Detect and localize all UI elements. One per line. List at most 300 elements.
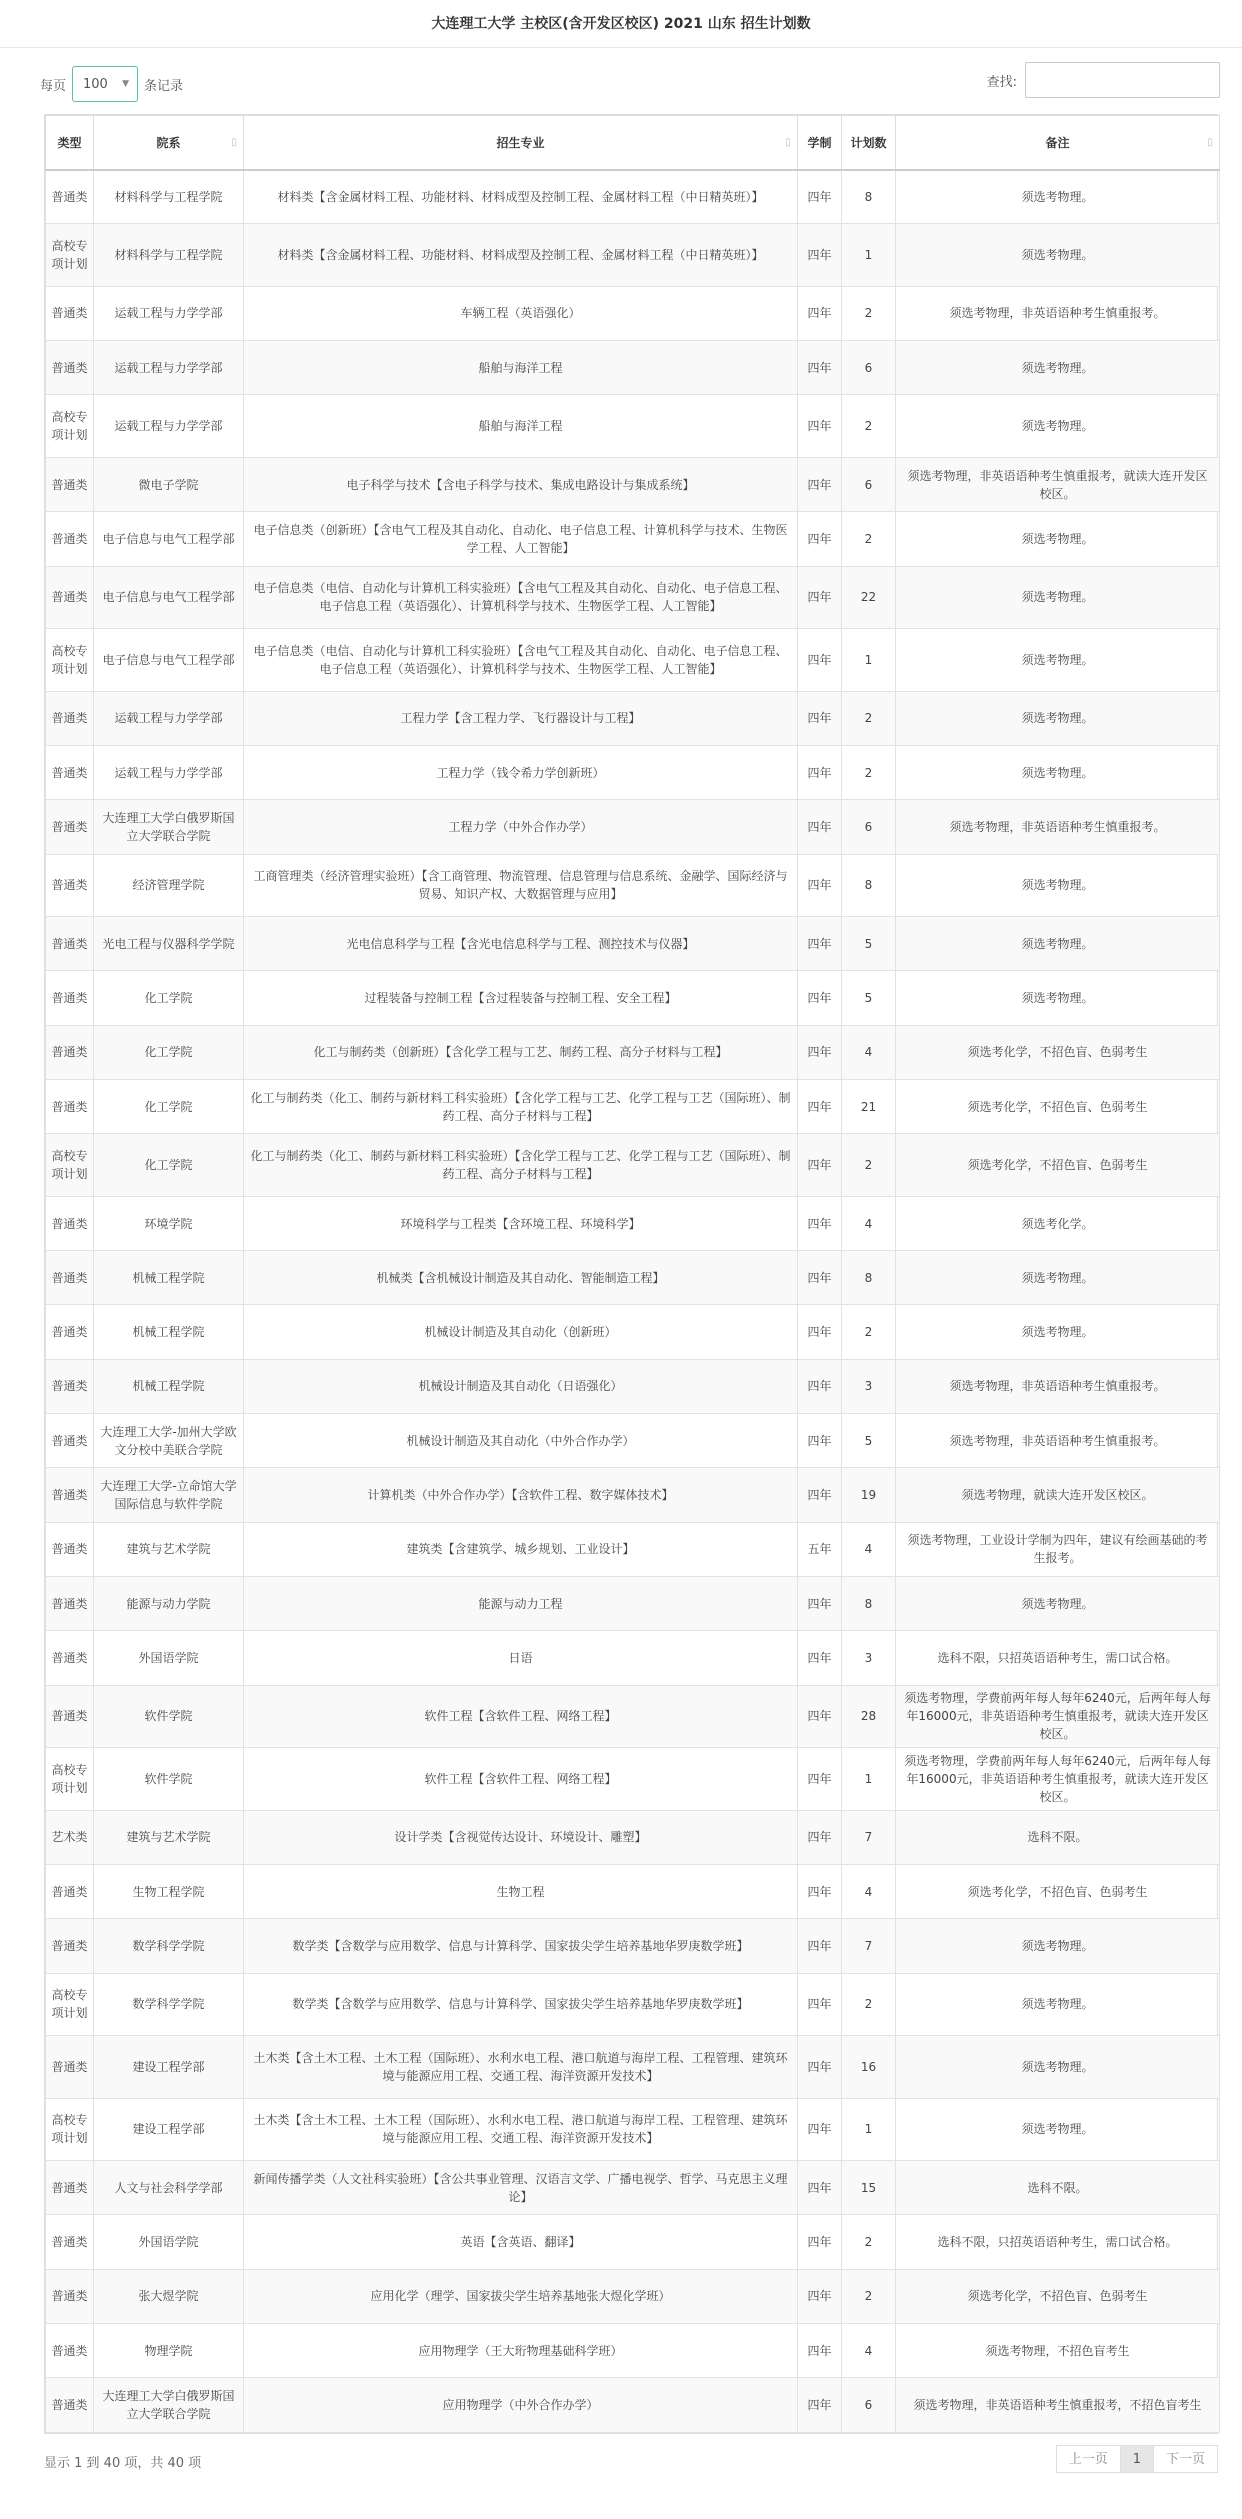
cell-duration: 四年 <box>798 286 842 340</box>
cell-plan-count: 2 <box>842 691 896 745</box>
cell-remarks: 选科不限。 <box>896 1810 1220 1864</box>
cell-duration: 四年 <box>798 1468 842 1522</box>
cell-major: 应用化学（理学、国家拔尖学生培养基地张大煜化学班） <box>244 2269 798 2323</box>
cell-remarks: 须选考物理。 <box>896 745 1220 799</box>
cell-duration: 四年 <box>798 971 842 1025</box>
cell-department: 运载工程与力学学部 <box>94 395 244 458</box>
cell-plan-count: 4 <box>842 1522 896 1576</box>
cell-type: 高校专项计划 <box>46 1973 94 2036</box>
cell-plan-count: 2 <box>842 745 896 799</box>
cell-major: 机械设计制造及其自动化（中外合作办学） <box>244 1414 798 1468</box>
cell-plan-count: 7 <box>842 1919 896 1973</box>
cell-plan-count: 7 <box>842 1810 896 1864</box>
cell-plan-count: 8 <box>842 170 896 224</box>
cell-major: 电子信息类（电信、自动化与计算机工科实验班）【含电气工程及其自动化、自动化、电子信息工程、电子信息工程（英语强化）、计算机科学与技术、生物医学工程、人工智能】 <box>244 566 798 629</box>
cell-remarks: 选科不限，只招英语语种考生，需口试合格。 <box>896 2215 1220 2269</box>
cell-remarks: 须选考物理。 <box>896 224 1220 287</box>
cell-plan-count: 8 <box>842 1577 896 1631</box>
cell-type: 普通类 <box>46 1522 94 1576</box>
cell-duration: 四年 <box>798 1080 842 1134</box>
cell-remarks: 选科不限，只招英语语种考生，需口试合格。 <box>896 1631 1220 1685</box>
cell-department: 电子信息与电气工程学部 <box>94 512 244 566</box>
cell-major: 英语【含英语、翻译】 <box>244 2215 798 2269</box>
cell-department: 经济管理学院 <box>94 854 244 917</box>
cell-remarks: 须选考物理。 <box>896 2098 1220 2161</box>
cell-plan-count: 6 <box>842 457 896 511</box>
cell-plan-count: 6 <box>842 800 896 854</box>
cell-duration: 四年 <box>798 341 842 395</box>
cell-department: 化工学院 <box>94 1080 244 1134</box>
table-controls <box>40 60 1220 100</box>
cell-department: 机械工程学院 <box>94 1359 244 1413</box>
cell-remarks: 须选考物理，非英语语种考生慎重报考，不招色盲考生 <box>896 2378 1220 2433</box>
table-header-row <box>46 116 1220 170</box>
cell-department: 人文与社会科学学部 <box>94 2161 244 2215</box>
cell-department: 大连理工大学白俄罗斯国立大学联合学院 <box>94 2378 244 2433</box>
table-row <box>46 224 1220 287</box>
cell-duration: 五年 <box>798 1522 842 1576</box>
column-header-duration[interactable]: 学制 <box>798 116 842 170</box>
cell-major: 材料类【含金属材料工程、功能材料、材料成型及控制工程、金属材料工程（中日精英班）】 <box>244 170 798 224</box>
cell-department: 外国语学院 <box>94 1631 244 1685</box>
cell-duration: 四年 <box>798 1359 842 1413</box>
table-row <box>46 2036 1220 2099</box>
table-row <box>46 286 1220 340</box>
cell-remarks: 须选考化学，不招色盲、色弱考生 <box>896 1025 1220 1079</box>
search-input[interactable] <box>1025 62 1220 98</box>
cell-plan-count: 1 <box>842 224 896 287</box>
cell-type: 普通类 <box>46 1025 94 1079</box>
cell-duration: 四年 <box>798 1025 842 1079</box>
table-info: 显示 1 到 40 项，共 40 项 <box>44 2456 202 2471</box>
cell-department: 生物工程学院 <box>94 1865 244 1919</box>
cell-duration: 四年 <box>798 1631 842 1685</box>
cell-major: 机械设计制造及其自动化（创新班） <box>244 1305 798 1359</box>
search-label: 查找: <box>986 74 1017 90</box>
cell-major: 电子科学与技术【含电子科学与技术、集成电路设计与集成系统】 <box>244 457 798 511</box>
cell-remarks: 须选考物理，学费前两年每人每年6240元，后两年每人每年16000元，非英语语种考生慎重报考，就读大连开发区校区。 <box>896 1748 1220 1811</box>
cell-duration: 四年 <box>798 1134 842 1197</box>
page-length-suffix: 条记录 <box>144 78 184 94</box>
cell-duration: 四年 <box>798 854 842 917</box>
cell-major: 光电信息科学与工程【含光电信息科学与工程、测控技术与仪器】 <box>244 917 798 971</box>
cell-department: 外国语学院 <box>94 2215 244 2269</box>
cell-department: 建筑与艺术学院 <box>94 1522 244 1576</box>
table-row <box>46 566 1220 629</box>
table-row <box>46 1865 1220 1919</box>
table-row <box>46 2215 1220 2269</box>
cell-remarks: 须选考物理。 <box>896 629 1220 692</box>
cell-remarks: 须选考物理。 <box>896 1973 1220 2036</box>
page-length-control <box>40 66 183 102</box>
cell-plan-count: 2 <box>842 395 896 458</box>
cell-department: 大连理工大学-加州大学欧文分校中美联合学院 <box>94 1414 244 1468</box>
cell-duration: 四年 <box>798 2215 842 2269</box>
sort-icon: ▯ <box>1207 137 1213 148</box>
cell-remarks: 须选考物理。 <box>896 1305 1220 1359</box>
cell-major: 电子信息类（创新班）【含电气工程及其自动化、自动化、电子信息工程、计算机科学与技术、生物医学工程、人工智能】 <box>244 512 798 566</box>
cell-major: 机械类【含机械设计制造及其自动化、智能制造工程】 <box>244 1251 798 1305</box>
cell-type: 普通类 <box>46 2036 94 2099</box>
cell-duration: 四年 <box>798 2161 842 2215</box>
cell-major: 软件工程【含软件工程、网络工程】 <box>244 1748 798 1811</box>
cell-remarks: 须选考物理，不招色盲考生 <box>896 2324 1220 2378</box>
cell-major: 工程力学【含工程力学、飞行器设计与工程】 <box>244 691 798 745</box>
cell-department: 材料科学与工程学院 <box>94 224 244 287</box>
cell-duration: 四年 <box>798 566 842 629</box>
cell-duration: 四年 <box>798 800 842 854</box>
cell-remarks: 须选考物理，非英语语种考生慎重报考。 <box>896 286 1220 340</box>
cell-plan-count: 4 <box>842 2324 896 2378</box>
cell-department: 运载工程与力学学部 <box>94 341 244 395</box>
table-row <box>46 1414 1220 1468</box>
cell-plan-count: 28 <box>842 1685 896 1748</box>
column-header-type[interactable]: 类型 <box>46 116 94 170</box>
cell-plan-count: 8 <box>842 854 896 917</box>
column-header-department[interactable]: 院系 ▯ <box>94 116 244 170</box>
cell-department: 运载工程与力学学部 <box>94 745 244 799</box>
cell-major: 能源与动力工程 <box>244 1577 798 1631</box>
cell-department: 机械工程学院 <box>94 1305 244 1359</box>
cell-duration: 四年 <box>798 170 842 224</box>
cell-major: 船舶与海洋工程 <box>244 395 798 458</box>
cell-duration: 四年 <box>798 745 842 799</box>
cell-remarks: 须选考物理，非英语语种考生慎重报考。 <box>896 1359 1220 1413</box>
cell-plan-count: 2 <box>842 512 896 566</box>
cell-type: 普通类 <box>46 1196 94 1250</box>
cell-major: 应用物理学（王大珩物理基础科学班） <box>244 2324 798 2378</box>
cell-duration: 四年 <box>798 512 842 566</box>
cell-plan-count: 15 <box>842 2161 896 2215</box>
page-length-prefix: 每页 <box>40 78 67 94</box>
cell-remarks: 须选考物理。 <box>896 691 1220 745</box>
cell-department: 建设工程学部 <box>94 2036 244 2099</box>
cell-major: 化工与制药类（创新班）【含化学工程与工艺、制药工程、高分子材料与工程】 <box>244 1025 798 1079</box>
cell-type: 普通类 <box>46 566 94 629</box>
column-header-major[interactable]: 招生专业 ▯ <box>244 116 798 170</box>
table-row <box>46 395 1220 458</box>
cell-duration: 四年 <box>798 2269 842 2323</box>
cell-plan-count: 4 <box>842 1196 896 1250</box>
table-row <box>46 2378 1220 2433</box>
cell-type: 普通类 <box>46 1251 94 1305</box>
cell-type: 普通类 <box>46 2324 94 2378</box>
cell-type: 普通类 <box>46 1305 94 1359</box>
cell-duration: 四年 <box>798 1748 842 1811</box>
plan-table <box>45 115 1220 2433</box>
cell-department: 大连理工大学白俄罗斯国立大学联合学院 <box>94 800 244 854</box>
cell-type: 普通类 <box>46 1631 94 1685</box>
cell-remarks: 须选考化学，不招色盲、色弱考生 <box>896 1134 1220 1197</box>
cell-remarks: 选科不限。 <box>896 2161 1220 2215</box>
cell-type: 艺术类 <box>46 1810 94 1864</box>
table-row <box>46 1025 1220 1079</box>
cell-major: 化工与制药类（化工、制药与新材料工科实验班）【含化学工程与工艺、化学工程与工艺（国际班）、制药工程、高分子材料与工程】 <box>244 1134 798 1197</box>
table-row <box>46 1468 1220 1522</box>
cell-major: 应用物理学（中外合作办学） <box>244 2378 798 2433</box>
cell-duration: 四年 <box>798 1685 842 1748</box>
cell-duration: 四年 <box>798 457 842 511</box>
table-row <box>46 800 1220 854</box>
plan-table-wrapper <box>44 114 1218 2434</box>
cell-duration: 四年 <box>798 1973 842 2036</box>
sort-icon: ▯ <box>231 137 237 148</box>
cell-type: 普通类 <box>46 1080 94 1134</box>
cell-major: 工程力学（钱令希力学创新班） <box>244 745 798 799</box>
table-row <box>46 1522 1220 1576</box>
cell-duration: 四年 <box>798 1251 842 1305</box>
table-row <box>46 1359 1220 1413</box>
cell-duration: 四年 <box>798 629 842 692</box>
table-row <box>46 1973 1220 2036</box>
table-row <box>46 2324 1220 2378</box>
cell-plan-count: 3 <box>842 1631 896 1685</box>
cell-department: 软件学院 <box>94 1748 244 1811</box>
cell-remarks: 须选考物理，非英语语种考生慎重报考。 <box>896 1414 1220 1468</box>
column-header-plan-count[interactable]: 计划数 <box>842 116 896 170</box>
current-page-button[interactable]: 1 <box>1120 2445 1154 2473</box>
cell-remarks: 须选考物理，学费前两年每人每年6240元，后两年每人每年16000元，非英语语种考生慎重报考，就读大连开发区校区。 <box>896 1685 1220 1748</box>
cell-remarks: 须选考物理。 <box>896 1919 1220 1973</box>
cell-remarks: 须选考化学，不招色盲、色弱考生 <box>896 1080 1220 1134</box>
cell-department: 机械工程学院 <box>94 1251 244 1305</box>
table-row <box>46 2269 1220 2323</box>
search-control <box>987 62 1220 98</box>
cell-major: 日语 <box>244 1631 798 1685</box>
cell-plan-count: 2 <box>842 1305 896 1359</box>
cell-type: 普通类 <box>46 170 94 224</box>
cell-remarks: 须选考物理。 <box>896 1251 1220 1305</box>
chevron-down-icon: ▼ <box>122 79 130 89</box>
table-row <box>46 512 1220 566</box>
cell-remarks: 须选考物理，工业设计学制为四年，建议有绘画基础的考生报考。 <box>896 1522 1220 1576</box>
table-row <box>46 1748 1220 1811</box>
cell-remarks: 须选考化学，不招色盲、色弱考生 <box>896 2269 1220 2323</box>
cell-type: 普通类 <box>46 1577 94 1631</box>
cell-department: 建设工程学部 <box>94 2098 244 2161</box>
cell-type: 普通类 <box>46 1414 94 1468</box>
cell-department: 化工学院 <box>94 971 244 1025</box>
cell-plan-count: 22 <box>842 566 896 629</box>
cell-type: 普通类 <box>46 800 94 854</box>
table-row <box>46 1631 1220 1685</box>
cell-plan-count: 2 <box>842 286 896 340</box>
cell-remarks: 须选考物理。 <box>896 395 1220 458</box>
cell-department: 环境学院 <box>94 1196 244 1250</box>
cell-department: 微电子学院 <box>94 457 244 511</box>
cell-major: 建筑类【含建筑学、城乡规划、工业设计】 <box>244 1522 798 1576</box>
cell-type: 普通类 <box>46 917 94 971</box>
cell-plan-count: 21 <box>842 1080 896 1134</box>
cell-type: 普通类 <box>46 1919 94 1973</box>
table-row <box>46 1305 1220 1359</box>
cell-type: 高校专项计划 <box>46 395 94 458</box>
cell-type: 普通类 <box>46 512 94 566</box>
cell-remarks: 须选考物理。 <box>896 170 1220 224</box>
cell-type: 普通类 <box>46 745 94 799</box>
cell-duration: 四年 <box>798 395 842 458</box>
page-length-select[interactable] <box>72 66 138 102</box>
cell-remarks: 须选考物理。 <box>896 971 1220 1025</box>
cell-remarks: 须选考物理。 <box>896 1577 1220 1631</box>
sort-icon: ▯ <box>785 137 791 148</box>
table-row <box>46 1196 1220 1250</box>
cell-duration: 四年 <box>798 2324 842 2378</box>
cell-plan-count: 8 <box>842 1251 896 1305</box>
cell-duration: 四年 <box>798 917 842 971</box>
table-row <box>46 1577 1220 1631</box>
table-row <box>46 1134 1220 1197</box>
cell-duration: 四年 <box>798 1810 842 1864</box>
table-row <box>46 1685 1220 1748</box>
cell-type: 普通类 <box>46 854 94 917</box>
table-row <box>46 341 1220 395</box>
table-row <box>46 691 1220 745</box>
cell-type: 高校专项计划 <box>46 1748 94 1811</box>
cell-remarks: 须选考化学，不招色盲、色弱考生 <box>896 1865 1220 1919</box>
cell-major: 材料类【含金属材料工程、功能材料、材料成型及控制工程、金属材料工程（中日精英班）】 <box>244 224 798 287</box>
cell-department: 化工学院 <box>94 1134 244 1197</box>
cell-major: 工商管理类（经济管理实验班）【含工商管理、物流管理、信息管理与信息系统、金融学、国际经济与贸易、知识产权、大数据管理与应用】 <box>244 854 798 917</box>
cell-department: 软件学院 <box>94 1685 244 1748</box>
cell-type: 高校专项计划 <box>46 224 94 287</box>
table-row <box>46 745 1220 799</box>
cell-remarks: 须选考化学。 <box>896 1196 1220 1250</box>
table-row <box>46 1810 1220 1864</box>
cell-major: 数学类【含数学与应用数学、信息与计算科学、国家拔尖学生培养基地华罗庚数学班】 <box>244 1973 798 2036</box>
table-row <box>46 1080 1220 1134</box>
table-row <box>46 1919 1220 1973</box>
cell-type: 普通类 <box>46 457 94 511</box>
cell-major: 土木类【含土木工程、土木工程（国际班）、水利水电工程、港口航道与海岸工程、工程管理、建筑环境与能源应用工程、交通工程、海洋资源开发技术】 <box>244 2098 798 2161</box>
cell-duration: 四年 <box>798 1919 842 1973</box>
cell-plan-count: 4 <box>842 1025 896 1079</box>
cell-major: 数学类【含数学与应用数学、信息与计算科学、国家拔尖学生培养基地华罗庚数学班】 <box>244 1919 798 1973</box>
cell-department: 数学科学学院 <box>94 1973 244 2036</box>
cell-plan-count: 19 <box>842 1468 896 1522</box>
page-length-value: 100 <box>83 76 108 92</box>
prev-page-button[interactable]: 上一页 <box>1056 2445 1121 2473</box>
cell-type: 普通类 <box>46 286 94 340</box>
cell-type: 高校专项计划 <box>46 1134 94 1197</box>
cell-duration: 四年 <box>798 2098 842 2161</box>
cell-plan-count: 2 <box>842 1973 896 2036</box>
cell-major: 船舶与海洋工程 <box>244 341 798 395</box>
table-body <box>46 170 1220 2433</box>
cell-duration: 四年 <box>798 691 842 745</box>
cell-plan-count: 5 <box>842 971 896 1025</box>
cell-remarks: 须选考物理。 <box>896 917 1220 971</box>
table-row <box>46 170 1220 224</box>
next-page-button[interactable]: 下一页 <box>1153 2445 1218 2473</box>
column-header-remarks[interactable]: 备注 ▯ <box>896 116 1220 170</box>
cell-department: 电子信息与电气工程学部 <box>94 629 244 692</box>
cell-type: 普通类 <box>46 691 94 745</box>
cell-major: 设计学类【含视觉传达设计、环境设计、雕塑】 <box>244 1810 798 1864</box>
cell-type: 普通类 <box>46 341 94 395</box>
cell-major: 电子信息类（电信、自动化与计算机工科实验班）【含电气工程及其自动化、自动化、电子信息工程、电子信息工程（英语强化）、计算机科学与技术、生物医学工程、人工智能】 <box>244 629 798 692</box>
cell-department: 物理学院 <box>94 2324 244 2378</box>
cell-major: 生物工程 <box>244 1865 798 1919</box>
table-row <box>46 854 1220 917</box>
cell-remarks: 须选考物理，就读大连开发区校区。 <box>896 1468 1220 1522</box>
cell-major: 车辆工程（英语强化） <box>244 286 798 340</box>
cell-duration: 四年 <box>798 2378 842 2433</box>
cell-major: 环境科学与工程类【含环境工程、环境科学】 <box>244 1196 798 1250</box>
cell-plan-count: 6 <box>842 341 896 395</box>
cell-major: 新闻传播学类（人文社科实验班）【含公共事业管理、汉语言文学、广播电视学、哲学、马克思主义理论】 <box>244 2161 798 2215</box>
cell-major: 计算机类（中外合作办学）【含软件工程、数字媒体技术】 <box>244 1468 798 1522</box>
cell-department: 材料科学与工程学院 <box>94 170 244 224</box>
cell-remarks: 须选考物理，非英语语种考生慎重报考。 <box>896 800 1220 854</box>
cell-remarks: 须选考物理。 <box>896 512 1220 566</box>
cell-major: 过程装备与控制工程【含过程装备与控制工程、安全工程】 <box>244 971 798 1025</box>
cell-major: 土木类【含土木工程、土木工程（国际班）、水利水电工程、港口航道与海岸工程、工程管理、建筑环境与能源应用工程、交通工程、海洋资源开发技术】 <box>244 2036 798 2099</box>
cell-type: 普通类 <box>46 2378 94 2433</box>
cell-plan-count: 1 <box>842 629 896 692</box>
cell-type: 普通类 <box>46 2269 94 2323</box>
cell-department: 化工学院 <box>94 1025 244 1079</box>
cell-department: 运载工程与力学学部 <box>94 691 244 745</box>
cell-plan-count: 2 <box>842 2269 896 2323</box>
cell-department: 光电工程与仪器科学学院 <box>94 917 244 971</box>
cell-duration: 四年 <box>798 2036 842 2099</box>
cell-duration: 四年 <box>798 1577 842 1631</box>
table-row <box>46 457 1220 511</box>
cell-remarks: 须选考物理。 <box>896 854 1220 917</box>
cell-plan-count: 5 <box>842 1414 896 1468</box>
cell-major: 机械设计制造及其自动化（日语强化） <box>244 1359 798 1413</box>
cell-plan-count: 2 <box>842 2215 896 2269</box>
cell-remarks: 须选考物理。 <box>896 2036 1220 2099</box>
cell-plan-count: 3 <box>842 1359 896 1413</box>
cell-duration: 四年 <box>798 1196 842 1250</box>
cell-type: 普通类 <box>46 2215 94 2269</box>
cell-type: 普通类 <box>46 2161 94 2215</box>
cell-plan-count: 1 <box>842 2098 896 2161</box>
table-row <box>46 971 1220 1025</box>
table-row <box>46 1251 1220 1305</box>
cell-plan-count: 4 <box>842 1865 896 1919</box>
cell-plan-count: 6 <box>842 2378 896 2433</box>
cell-remarks: 须选考物理。 <box>896 341 1220 395</box>
cell-department: 数学科学学院 <box>94 1919 244 1973</box>
cell-duration: 四年 <box>798 1305 842 1359</box>
table-row <box>46 2161 1220 2215</box>
cell-major: 工程力学（中外合作办学） <box>244 800 798 854</box>
cell-type: 普通类 <box>46 1468 94 1522</box>
cell-plan-count: 1 <box>842 1748 896 1811</box>
cell-type: 普通类 <box>46 971 94 1025</box>
cell-department: 电子信息与电气工程学部 <box>94 566 244 629</box>
table-row <box>46 629 1220 692</box>
page-title: 大连理工大学 主校区(含开发区校区) 2021 山东 招生计划数 <box>0 0 1242 48</box>
cell-type: 普通类 <box>46 1865 94 1919</box>
cell-department: 运载工程与力学学部 <box>94 286 244 340</box>
cell-major: 软件工程【含软件工程、网络工程】 <box>244 1685 798 1748</box>
cell-type: 高校专项计划 <box>46 629 94 692</box>
cell-department: 建筑与艺术学院 <box>94 1810 244 1864</box>
cell-major: 化工与制药类（化工、制药与新材料工科实验班）【含化学工程与工艺、化学工程与工艺（国际班）、制药工程、高分子材料与工程】 <box>244 1080 798 1134</box>
pagination <box>1057 2445 1218 2473</box>
cell-duration: 四年 <box>798 224 842 287</box>
cell-type: 普通类 <box>46 1685 94 1748</box>
cell-department: 张大煜学院 <box>94 2269 244 2323</box>
cell-plan-count: 2 <box>842 1134 896 1197</box>
cell-plan-count: 5 <box>842 917 896 971</box>
cell-department: 大连理工大学-立命馆大学国际信息与软件学院 <box>94 1468 244 1522</box>
table-row <box>46 917 1220 971</box>
